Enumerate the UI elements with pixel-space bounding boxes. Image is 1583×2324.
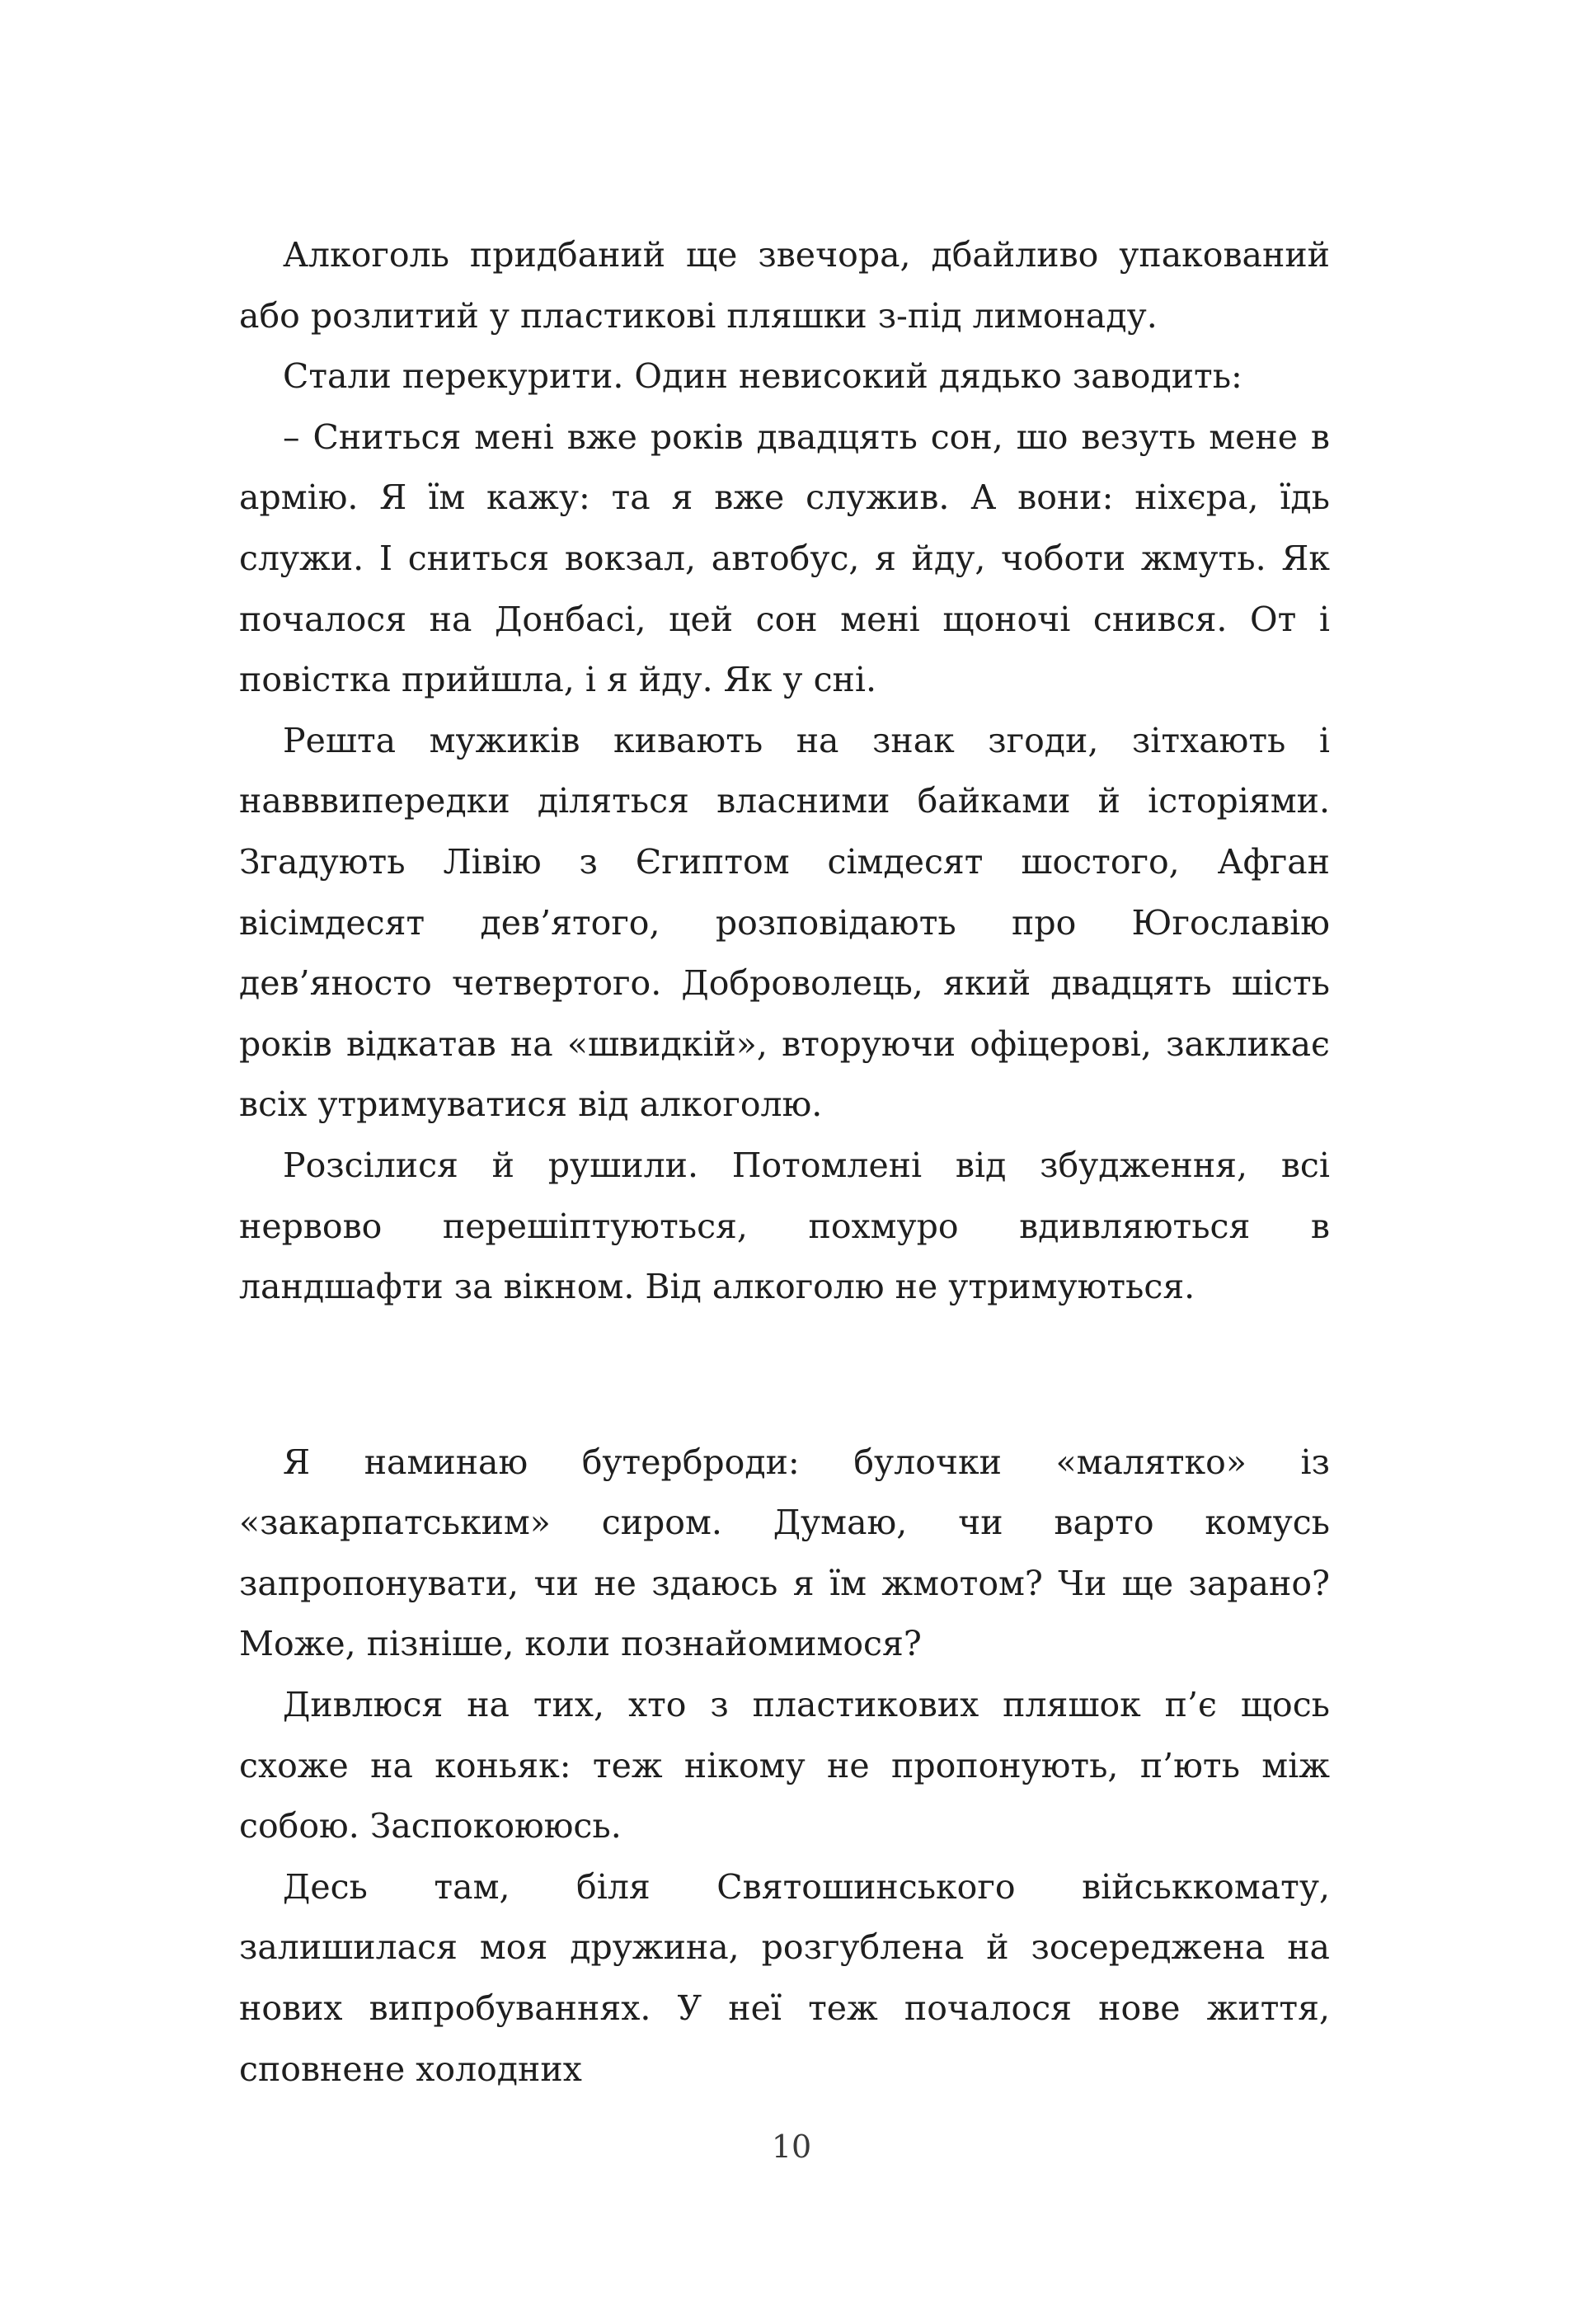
paragraph: Я наминаю бутерброди: булочки «малятко» із «закарпатським» сиром. Думаю, чи варто комусь запропонувати, чи не здаюсь я їм жмотом? Чи ще зарано? Може, пізніше, коли познайомимося? (239, 1442, 1330, 1664)
paragraph: Розсілися й рушили. Потомлені від збудження, всі нервово перешіптуються, похмуро вдивляються в ландшафти за вікном. Від алкоголю не утримуються. (239, 1145, 1330, 1307)
paragraph: Дивлюся на тих, хто з пластикових пляшок п’є щось схоже на коньяк: теж нікому не пропонують, п’ють між собою. Заспокоююсь. (239, 1685, 1330, 1846)
page-number: 10 (771, 2129, 812, 2165)
paragraph: Стали перекурити. Один невисокий дядько заводить: (283, 356, 1242, 397)
paragraph: Решта мужиків кивають на знак згоди, зітхають і навввипередки діляться власними байками й історіями. Згадують Лівію з Єгиптом сімдесят шостого, Афган вісімдесят дев’ятого, розповідають про Югославію дев’яносто четвертого. Доброволець, який двадцять шість років відкатав на «швидкій», вторуючи офіцерові, закликає всіх утримуватися від алкоголю. (239, 720, 1330, 1125)
paragraph: – Сниться мені вже років двадцять сон, шо везуть мене в армію. Я їм кажу: та я вже служив. А вони: ніхєра, їдь служи. І сниться вокзал, автобус, я йду, чоботи жмуть. Як почалося на Донбасі, цей сон мені щоночі снився. От і повістка прийшла, і я йду. Як у сні. (239, 416, 1330, 700)
section-break (239, 1318, 1330, 1433)
paragraph: Алкоголь придбаний ще звечора, дбайливо упакований або розлитий у пластикові пляшки з-під лимонаду. (239, 235, 1330, 336)
paragraph: Десь там, біля Святошинського військкомату, залишилася моя дружина, розгублена й зосереджена на нових випробуваннях. У неї теж почалося нове життя, сповнене холодних (239, 1866, 1330, 2089)
body-text (239, 225, 1330, 2100)
